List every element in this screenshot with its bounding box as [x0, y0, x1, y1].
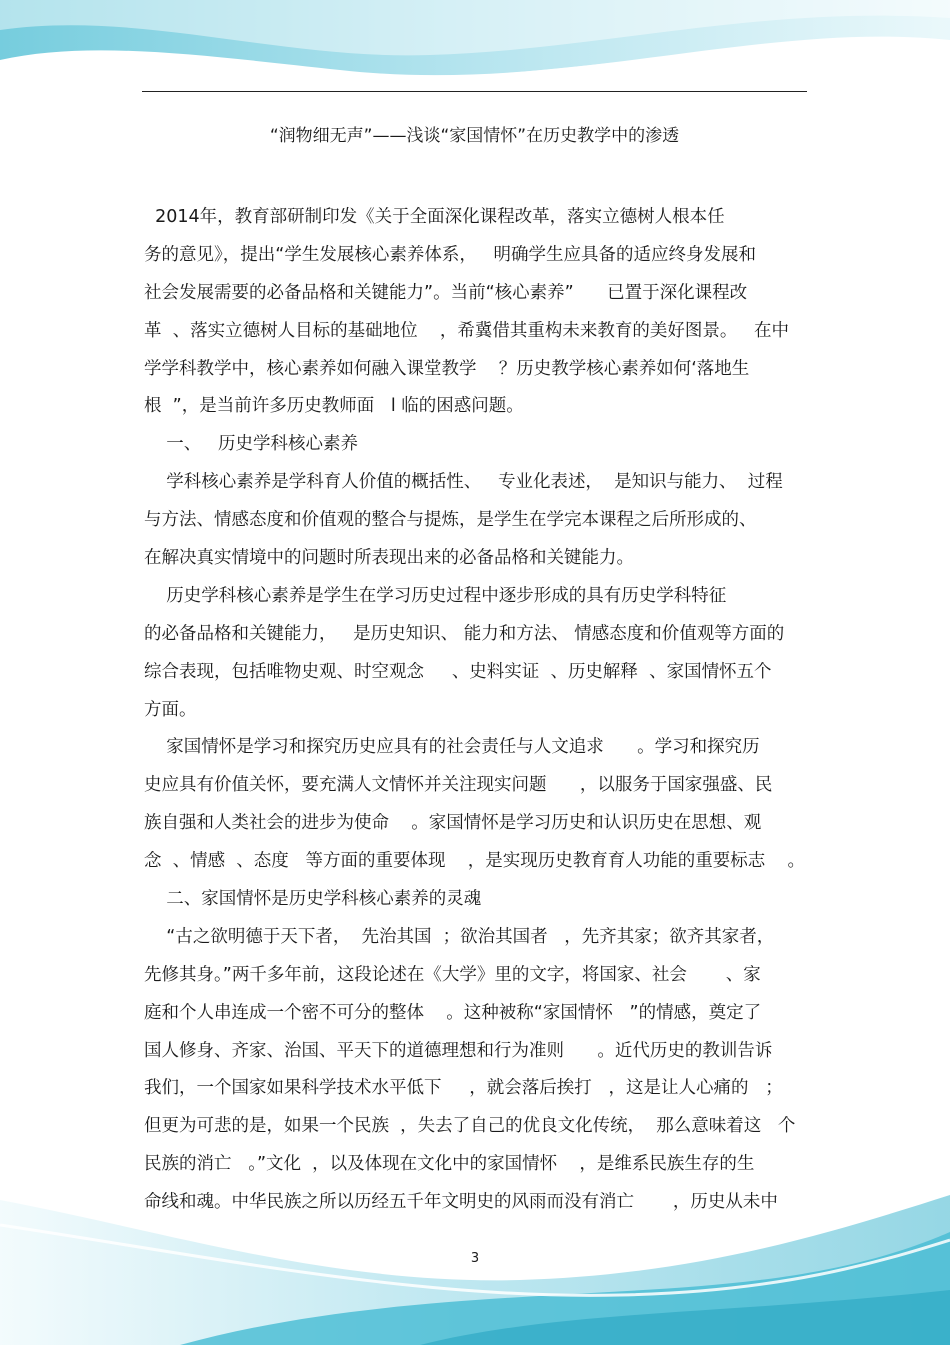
text-line: 念 、情感 、态度 等方面的重要体现 ，是实现历史教育育人功能的重要标志 。 — [144, 851, 805, 872]
text-line: 学科核心素养是学科育人价值的概括性、 专业化表述， 是知识与能力、 过程 — [144, 472, 783, 493]
text-line: 在解决真实情境中的问题时所表现出来的必备品格和关键能力。 — [144, 548, 634, 569]
text-line: 史应具有价值关怀，要充满人文情怀并关注现实问题 ，以服务于国家强盛、民 — [144, 775, 773, 796]
document-title: “润物细无声”——浅谈“家国情怀”在历史教学中的渗透 — [269, 126, 680, 146]
text-line: 先修其身。”两千多年前，这段论述在《大学》里的文字，将国家、社会 、家 — [144, 964, 761, 985]
text-line: 庭和个人串连成一个密不可分的整体 。这种被称“家国情怀 ”的情感，奠定了 — [144, 1002, 762, 1023]
text-line: 一、 历史学科核心素养 — [144, 434, 358, 455]
text-line: 二、家国情怀是历史学科核心素养的灵魂 — [144, 889, 482, 910]
text-line: 命线和魂。中华民族之所以历经五千年文明史的风雨而没有消亡 ，历史从未中 — [144, 1192, 778, 1213]
text-line: 但更为可悲的是，如果一个民族 ，失去了自己的优良文化传统， 那么意味着这 个 — [144, 1116, 796, 1137]
text-line: 的必备品格和关键能力， 是历史知识、 能力和方法、 情感态度和价值观等方面的 — [144, 623, 785, 644]
text-line: 民族的消亡 。”文化 ，以及体现在文化中的家国情怀 ，是维系民族生存的生 — [144, 1154, 755, 1175]
text-line: 学学科教学中，核心素养如何融入课堂教学 ？历史教学核心素养如何‘落地生 — [144, 358, 750, 379]
text-line: 2014年，教育部研制印发《关于全面深化课程改革，落实立德树人根本任 — [144, 207, 725, 227]
text-line: 国人修身、齐家、治国、平天下的道德理想和行为准则 。近代历史的教训告诉 — [144, 1040, 773, 1061]
text-line: 与方法、情感态度和价值观的整合与提炼，是学生在学完本课程之后所形成的、 — [144, 510, 757, 531]
page-number: 3 — [470, 1251, 480, 1266]
text-line: 社会发展需要的必备品格和关键能力”。当前“核心素养” 已置于深化课程改 — [144, 282, 748, 303]
text-line: “古之欲明德于天下者， 先治其国 ；欲治其国者 ，先齐其家；欲齐其家者， — [144, 926, 775, 947]
document-body — [144, 199, 808, 1222]
text-line: 家国情怀是学习和探究历史应具有的社会责任与人文追求 。学习和探究历 — [144, 737, 760, 758]
text-line: 革 、落实立德树人目标的基础地位 ，希冀借其重构未来教育的美好图景。 在中 — [144, 320, 790, 341]
text-line: 族自强和人类社会的进步为使命 。家国情怀是学习历史和认识历史在思想、观 — [144, 813, 762, 834]
text-line: 历史学科核心素养是学生在学习历史过程中逐步形成的具有历史学科特征 — [144, 585, 727, 606]
header-rule — [142, 91, 807, 92]
text-line: 根 ”，是当前许多历史教师面 l 临的困惑问题。 — [144, 396, 524, 417]
text-line: 我们，一个国家如果科学技术水平低下 ，就会落后挨打 ，这是让人心痛的 ； — [144, 1078, 783, 1099]
text-line: 务的意见》，提出“学生发展核心素养体系， 明确学生应具备的适应终身发展和 — [144, 244, 757, 265]
text-line: 方面。 — [144, 699, 197, 720]
text-line: 综合表现，包括唯物史观、时空观念 、史料实证 、历史解释 、家国情怀五个 — [144, 661, 772, 682]
